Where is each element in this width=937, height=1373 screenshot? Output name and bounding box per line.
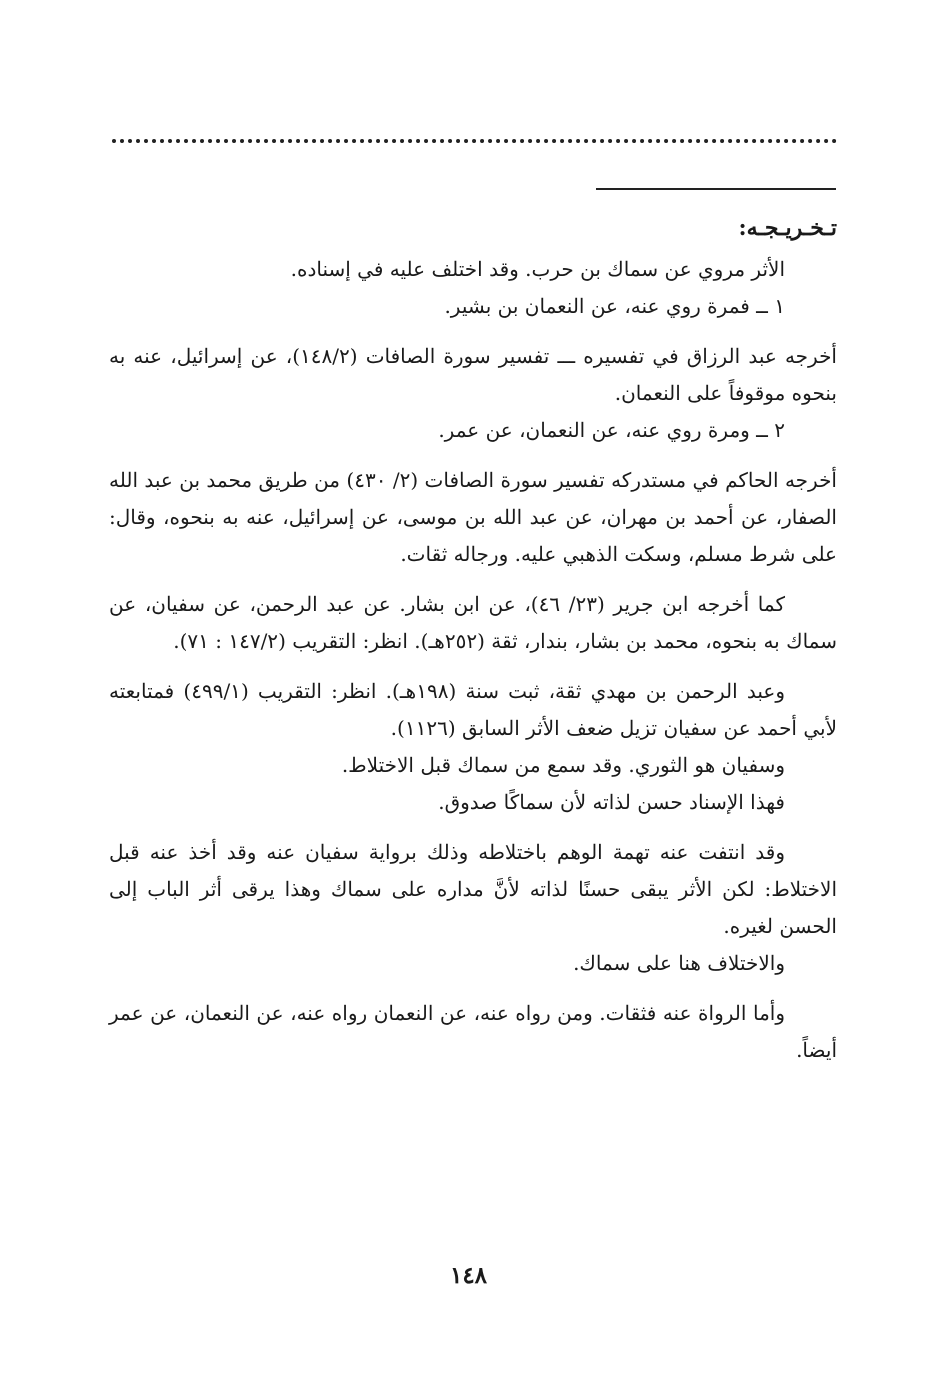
page-number: ١٤٨ [449, 1262, 488, 1289]
paragraph-intro: الأثر مروي عن سماك بن حرب. وقد اختلف عليه في إسناده. [290, 257, 785, 281]
paragraph-sufyan: وسفيان هو الثوري. وقد سمع من سماك قبل الاختلاط. [341, 753, 785, 777]
paragraph-ibn-jarir: كما أخرجه ابن جرير (٢٣/ ٤٦)، عن ابن بشار. عن عبد الرحمن، عن سفيان، عن سماك به بنحوه، محمد بن بشار، بندار، ثقة (٢٥٢هـ). انظر: التقريب (١٤٧/٢ : ٧١). [109, 592, 837, 653]
paragraph-abdurrazzaq: أخرجه عبد الرزاق في تفسيره ـــ تفسير سورة الصافات (١٤٨/٢)، عن إسرائيل، عنه به بنحوه موقوفاً على النعمان. [109, 344, 837, 405]
page-body [109, 210, 837, 1069]
paragraph-hakim: أخرجه الحاكم في مستدركه تفسير سورة الصافات (٢/ ٤٣٠) من طريق محمد بن عبد الله الصفار، عن أحمد بن مهران، عن عبد الله بن موسى، عن إسرائيل، عنه به بنحوه، وقال: على شرط مسلم، وسكت الذهبي عليه. ورجاله ثقات. [109, 468, 837, 566]
paragraph-ikhtilaf: والاختلاف هنا على سماك. [573, 951, 785, 975]
paragraph-ruwat: وأما الرواة عنه فثقات. ومن رواه عنه، عن النعمان رواه عنه، عن النعمان، عن عمر أيضاً. [109, 1001, 837, 1062]
paragraph-second-route: ٢ ــ ومرة روي عنه، عن النعمان، عن عمر. [438, 418, 785, 442]
footnote-rule [596, 188, 836, 190]
paragraph-ikhtilat: وقد انتفت عنه تهمة الوهم باختلاطه وذلك برواية سفيان عنه وقد أخذ عنه قبل الاختلاط: لكن الأثر يبقى حسنًا لذاته لأنَّ مداره على سماك وهذا يرقى أثر الباب إلى الحسن لغيره. [109, 840, 837, 938]
section-heading: تـخـريـجـه: [738, 215, 837, 241]
dotted-separator [112, 139, 837, 143]
paragraph-first-route: ١ ــ فمرة روي عنه، عن النعمان بن بشير. [444, 294, 785, 318]
paragraph-isnad-hasan: فهذا الإسناد حسن لذاته لأن سماكًا صدوق. [438, 790, 785, 814]
paragraph-abdurrahman: وعبد الرحمن بن مهدي ثقة، ثبت سنة (١٩٨هـ). انظر: التقريب (٤٩٩/١) فمتابعته لأبي أحمد عن سفيان تزيل ضعف الأثر السابق (١١٢٦). [109, 679, 837, 740]
